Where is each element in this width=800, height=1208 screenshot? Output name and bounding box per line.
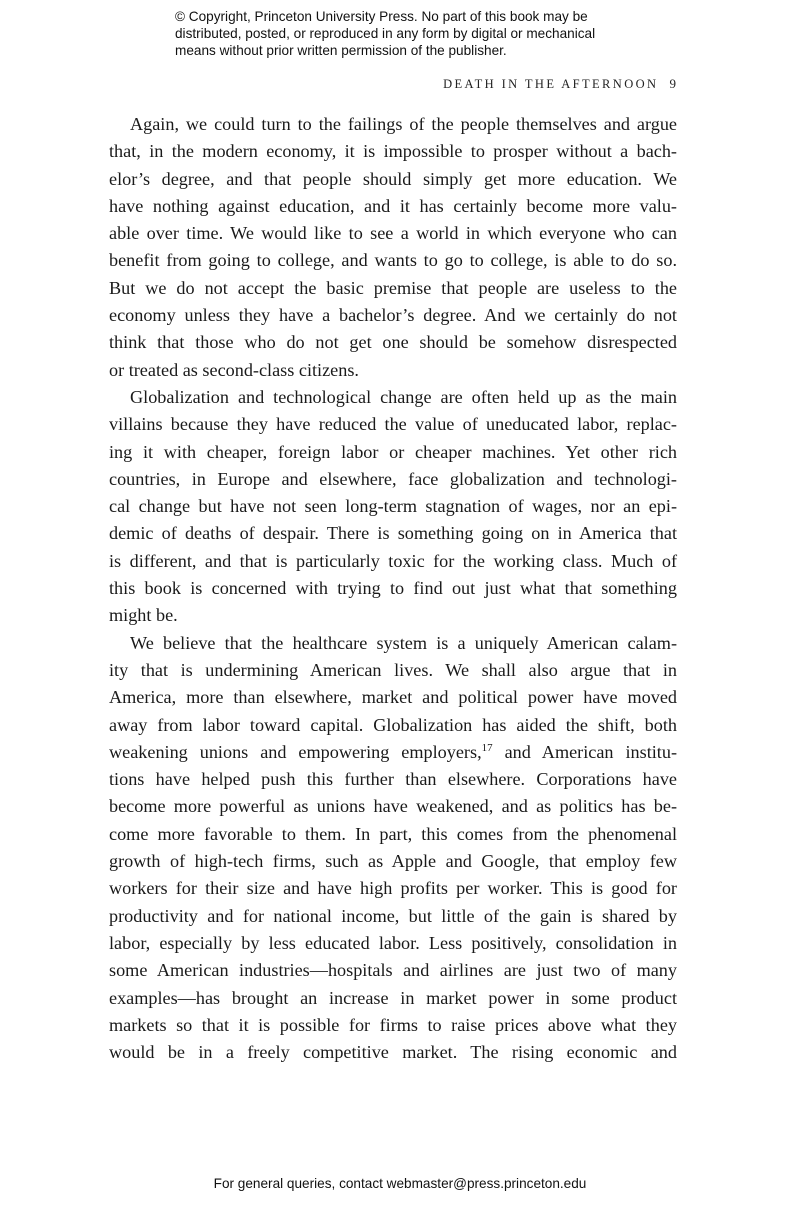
text-line: away from labor toward capital. Globalization has aided the shift, both [109, 714, 677, 735]
text-line: America, more than elsewhere, market and political power have moved [109, 687, 677, 708]
text-line: benefit from going to college, and wants to go to college, is able to do so. [109, 250, 677, 271]
text-line-with-footnote [109, 739, 677, 766]
text-line: able over time. We would like to see a world in which everyone who can [109, 223, 677, 244]
copyright-notice [175, 8, 695, 59]
running-head-title: DEATH IN THE AFTERNOON [443, 77, 659, 91]
page-number: 9 [669, 76, 676, 91]
text-line: countries, in Europe and elsewhere, face globalization and technologi- [109, 468, 677, 489]
text-line: have nothing against education, and it has certainly become more valu- [109, 195, 677, 216]
text-line: that, in the modern economy, it is impossible to prosper without a bach- [109, 141, 677, 162]
text-line: labor, especially by less educated labor. Less positively, consolidation in [109, 932, 677, 953]
text-line: cal change but have not seen long-term stagnation of wages, nor an epi- [109, 496, 677, 517]
text-segment: and American institu- [492, 741, 678, 762]
text-line: markets so that it is possible for firms to raise prices above what they [109, 1014, 677, 1035]
text-line: elor’s degree, and that people should simply get more education. We [109, 168, 677, 189]
text-line: villains because they have reduced the value of uneducated labor, replac- [109, 414, 677, 435]
text-line: workers for their size and have high profits per worker. This is good for [109, 878, 677, 899]
text-line: productivity and for national income, but little of the gain is shared by [109, 905, 677, 926]
copyright-line: distributed, posted, or reproduced in any form by digital or mechanical [175, 26, 596, 41]
text-line: Again, we could turn to the failings of the people themselves and argue [130, 114, 677, 134]
body-text [109, 111, 677, 1066]
text-line: demic of deaths of despair. There is something going on in America that [109, 523, 677, 544]
copyright-line: means without prior written permission of the publisher. [175, 43, 507, 58]
text-segment: weakening unions and empowering employers, [109, 741, 482, 762]
text-line: We believe that the healthcare system is a uniquely American calam- [130, 632, 677, 653]
copyright-line: © Copyright, Princeton University Press. No part of this book may be [175, 9, 588, 24]
text-line: But we do not accept the basic premise that people are useless to the [109, 277, 677, 298]
text-line: examples—has brought an increase in market power in some product [109, 987, 677, 1008]
text-line: or treated as second-class citizens. [109, 359, 359, 380]
footnote-marker: 17 [481, 741, 493, 754]
running-head [110, 76, 676, 92]
text-line: growth of high-tech firms, such as Apple and Google, that employ few [109, 851, 677, 872]
text-line: some American industries—hospitals and airlines are just two of many [109, 960, 677, 981]
text-line: might be. [109, 605, 178, 626]
text-line: would be in a freely competitive market. The rising economic and [109, 1042, 677, 1063]
text-line: this book is concerned with trying to find out just what that something [109, 578, 677, 599]
text-line: Globalization and technological change are often held up as the main [130, 386, 677, 407]
footer-contact: For general queries, contact webmaster@press.princeton.edu [213, 1176, 587, 1191]
text-line: think that those who do not get one should be somehow disrespected [109, 332, 677, 353]
text-line: economy unless they have a bachelor’s degree. And we certainly do not [109, 305, 677, 326]
text-line: tions have helped push this further than elsewhere. Corporations have [109, 769, 677, 790]
text-line: ity that is undermining American lives. We shall also argue that in [109, 659, 677, 680]
text-line: is different, and that is particularly toxic for the working class. Much of [109, 550, 677, 571]
text-line: come more favorable to them. In part, this comes from the phenomenal [109, 823, 677, 844]
text-line: ing it with cheaper, foreign labor or cheaper machines. Yet other rich [109, 441, 677, 462]
text-line: become more powerful as unions have weakened, and as politics has be- [109, 796, 677, 817]
